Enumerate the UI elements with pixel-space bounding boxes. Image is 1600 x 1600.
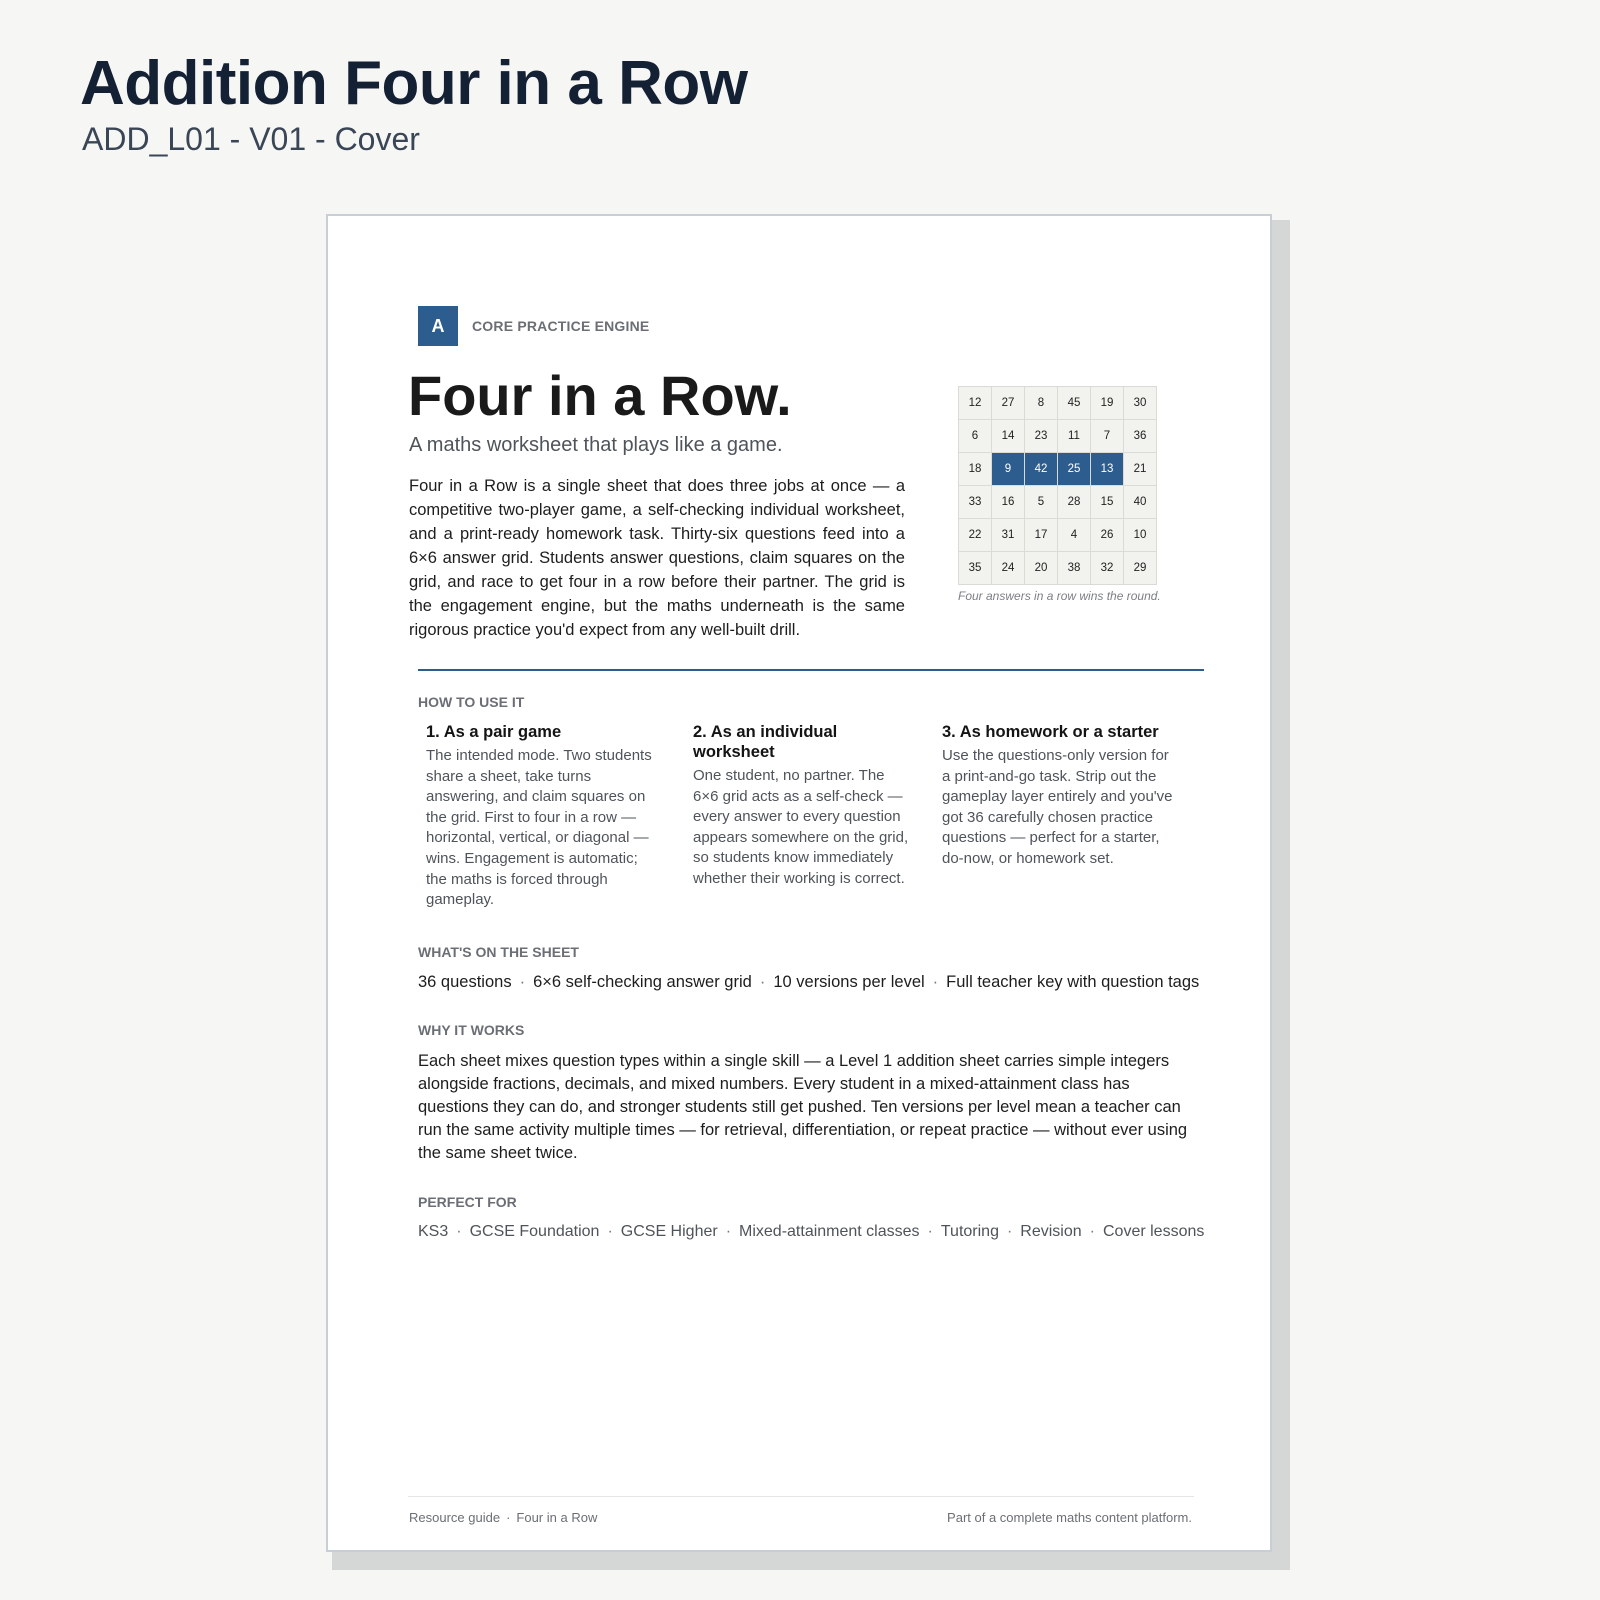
grid-cell: 16 xyxy=(992,486,1025,519)
grid-cell: 23 xyxy=(1025,420,1058,453)
grid-cell: 30 xyxy=(1124,387,1157,420)
grid-cell: 8 xyxy=(1025,387,1058,420)
usage-mode-text: One student, no partner. The 6×6 grid acts as a self-check — every answer to every question appears somewhere on the grid, so students know immediately whether their working is correct. xyxy=(693,767,909,887)
answer-grid-preview xyxy=(958,386,1161,603)
grid-cell: 4 xyxy=(1058,519,1091,552)
list-separator: · xyxy=(759,973,766,991)
usage-mode-text: Use the questions-only version for a print-and-go task. Strip out the gameplay layer entirely and you've got 36 carefully chosen practice questions — perfect for a starter, do-now, or homework set. xyxy=(942,747,1173,867)
footer-right: Part of a complete maths content platform. xyxy=(947,1510,1192,1525)
grid-cell: 31 xyxy=(992,519,1025,552)
grid-cell: 12 xyxy=(959,387,992,420)
usage-mode-pair-game xyxy=(426,722,658,911)
footer-divider xyxy=(408,1496,1194,1497)
audience-item: Cover lessons xyxy=(1102,1223,1205,1240)
grid-cell: 40 xyxy=(1124,486,1157,519)
grid-cell: 5 xyxy=(1025,486,1058,519)
grid-cell: 26 xyxy=(1091,519,1124,552)
grid-cell: 7 xyxy=(1091,420,1124,453)
usage-mode-homework xyxy=(942,722,1178,870)
grid-caption: Four answers in a row wins the round. xyxy=(958,589,1161,603)
page-subtitle: ADD_L01 - V01 - Cover xyxy=(82,121,420,157)
grid-cell: 45 xyxy=(1058,387,1091,420)
grid-cell: 11 xyxy=(1058,420,1091,453)
grid-cell: 36 xyxy=(1124,420,1157,453)
grid-cell: 25 xyxy=(1058,453,1091,486)
grid-cell: 38 xyxy=(1058,552,1091,585)
perfect-for-heading: PERFECT FOR xyxy=(418,1194,517,1210)
sheet-feature-item: 36 questions xyxy=(418,973,512,991)
footer-resource-label: Resource guide xyxy=(409,1510,501,1525)
list-separator: · xyxy=(456,1223,462,1240)
grid-cell: 15 xyxy=(1091,486,1124,519)
section-divider xyxy=(418,669,1204,671)
worksheet-cover-page xyxy=(326,214,1272,1552)
answer-grid xyxy=(958,386,1157,585)
page-title: Addition Four in a Row xyxy=(80,49,748,118)
grid-cell: 17 xyxy=(1025,519,1058,552)
list-separator: · xyxy=(1089,1223,1095,1240)
grid-cell: 9 xyxy=(992,453,1025,486)
grid-cell: 33 xyxy=(959,486,992,519)
grid-cell: 24 xyxy=(992,552,1025,585)
list-separator: · xyxy=(1006,1223,1013,1240)
grid-cell: 22 xyxy=(959,519,992,552)
grid-cell: 29 xyxy=(1124,552,1157,585)
usage-mode-individual xyxy=(693,722,911,890)
grid-cell: 21 xyxy=(1124,453,1157,486)
grid-cell: 18 xyxy=(959,453,992,486)
list-separator: · xyxy=(927,1223,933,1240)
audience-item: KS3 xyxy=(418,1223,449,1240)
whats-on-list xyxy=(418,973,1199,992)
grid-cell: 14 xyxy=(992,420,1025,453)
grid-cell: 32 xyxy=(1091,552,1124,585)
list-separator: · xyxy=(607,1223,613,1240)
grid-cell: 35 xyxy=(959,552,992,585)
footer-resource-name: Four in a Row xyxy=(516,1510,598,1525)
audience-item: Mixed-attainment classes xyxy=(739,1223,920,1240)
why-heading: WHY IT WORKS xyxy=(418,1022,525,1038)
sheet-tagline: A maths worksheet that plays like a game. xyxy=(409,434,783,456)
grid-cell: 19 xyxy=(1091,387,1124,420)
grid-cell: 10 xyxy=(1124,519,1157,552)
how-to-use-heading: HOW TO USE IT xyxy=(418,694,525,710)
usage-mode-title: 1. As a pair game xyxy=(426,723,562,741)
usage-mode-title: 2. As an individual worksheet xyxy=(693,723,838,761)
perfect-for-list xyxy=(418,1223,1204,1241)
why-paragraph: Each sheet mixes question types within a single skill — a Level 1 addition sheet carries simple integers alongside fractions, decimals, and mixed numbers. Every student in a mixed-attainment class has questions they can do, and stronger students still get pushed. Ten versions per level mean a teacher can run the same activity multiple times — for retrieval, differentiation, or repeat practice — without ever using the same sheet twice. xyxy=(418,1052,1188,1162)
section-label: CORE PRACTICE ENGINE xyxy=(472,318,650,334)
audience-item: GCSE Foundation xyxy=(469,1223,600,1240)
sheet-feature-item: Full teacher key with question tags xyxy=(946,973,1200,991)
footer-separator: · xyxy=(506,1510,511,1525)
intro-paragraph: Four in a Row is a single sheet that does three jobs at once — a competitive two-player game, a self-checking individual worksheet, and a print-ready homework task. Thirty-six questions feed into a 6×6 answer grid. Students answer questions, claim squares on the grid, and race to get four in a row before their partner. The grid is the engagement engine, but the maths underneath is the same rigorous practice you'd expect from any well-built drill. xyxy=(409,477,905,639)
usage-mode-title: 3. As homework or a starter xyxy=(942,723,1159,741)
grid-cell: 27 xyxy=(992,387,1025,420)
list-separator: · xyxy=(725,1223,732,1240)
usage-mode-text: The intended mode. Two students share a sheet, take turns answering, and claim squares on the grid. First to four in a row — horizontal, vertical, or diagonal — wins. Engagement is automatic; the maths is forced through gameplay. xyxy=(426,747,652,909)
audience-item: Revision xyxy=(1020,1223,1082,1240)
sheet-title: Four in a Row. xyxy=(408,364,792,427)
section-badge: A xyxy=(418,306,458,346)
grid-cell: 28 xyxy=(1058,486,1091,519)
list-separator: · xyxy=(519,973,526,991)
grid-cell: 6 xyxy=(959,420,992,453)
list-separator: · xyxy=(932,973,939,991)
grid-cell: 20 xyxy=(1025,552,1058,585)
sheet-feature-item: 10 versions per level xyxy=(773,973,925,991)
grid-cell: 42 xyxy=(1025,453,1058,486)
footer-left xyxy=(409,1510,597,1525)
audience-item: Tutoring xyxy=(940,1223,999,1240)
grid-cell: 13 xyxy=(1091,453,1124,486)
audience-item: GCSE Higher xyxy=(620,1223,718,1240)
sheet-feature-item: 6×6 self-checking answer grid xyxy=(533,973,752,991)
whats-on-heading: WHAT'S ON THE SHEET xyxy=(418,944,579,960)
